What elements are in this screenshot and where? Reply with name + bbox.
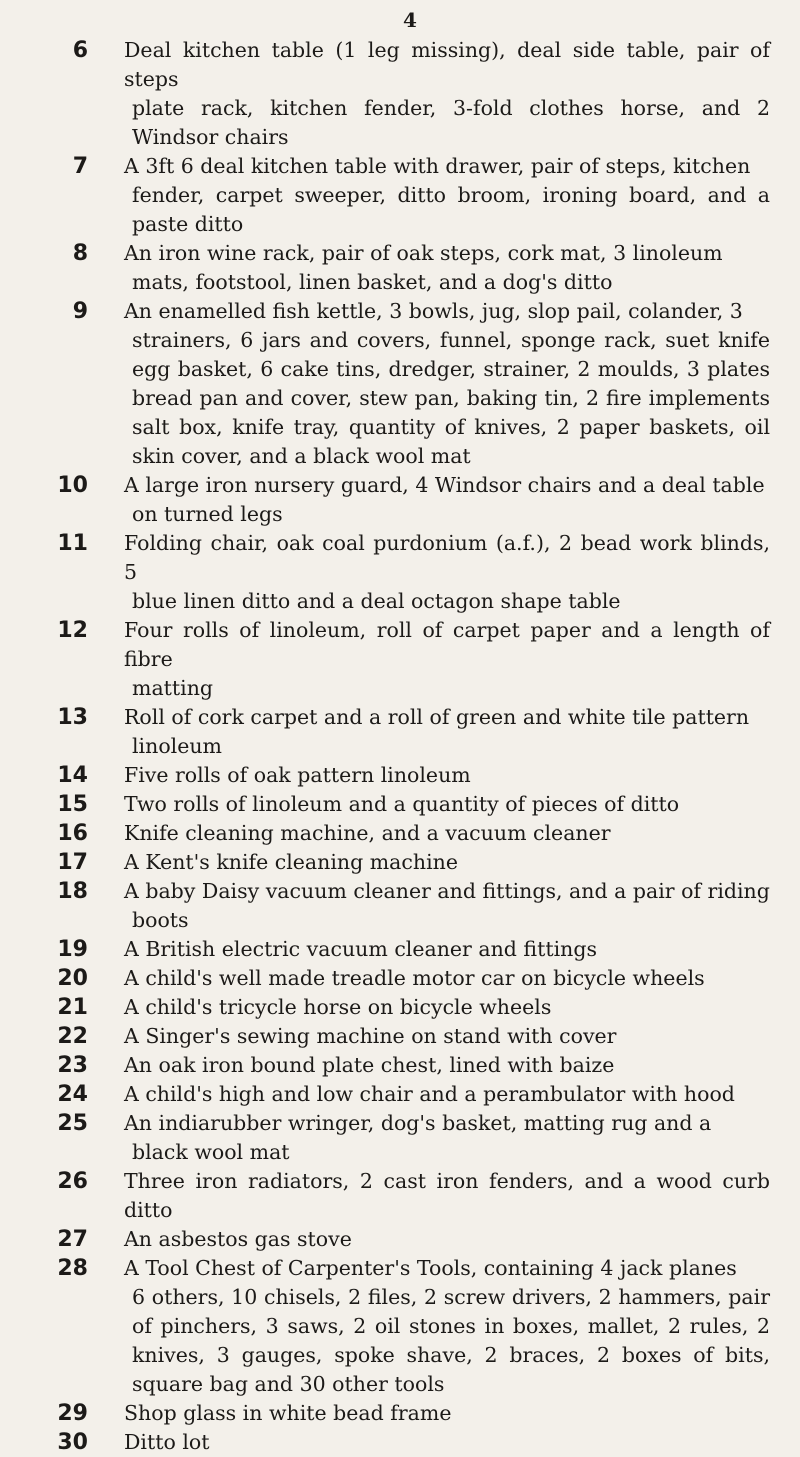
lot-description (88, 935, 800, 964)
lot-description-first-line: Shop glass in white bead frame (124, 1401, 452, 1425)
lot-item (0, 848, 800, 877)
lot-description (88, 36, 800, 152)
lot-description (88, 471, 800, 529)
lot-description-continuation: on turned legs (132, 502, 283, 526)
lot-description (88, 848, 800, 877)
lot-number: 12 (57, 618, 88, 643)
lot-number: 25 (57, 1111, 88, 1136)
lot-item (0, 1428, 800, 1457)
lot-number: 15 (57, 792, 88, 817)
lot-description-continuation: plate rack, kitchen fender, 3-fold clothes horse, and 2 Windsor chairs (132, 96, 770, 149)
lot-number: 26 (57, 1169, 88, 1194)
lot-description-first-line: An asbestos gas stove (124, 1227, 352, 1251)
lot-description (88, 1399, 800, 1428)
lot-description-first-line: Ditto lot (124, 1430, 210, 1454)
lot-description-first-line: An oak iron bound plate chest, lined with baize (124, 1053, 615, 1077)
lot-description-first-line: A 3ft 6 deal kitchen table with drawer, pair of steps, kitchen (124, 154, 751, 178)
lot-item (0, 152, 800, 239)
lot-description (88, 993, 800, 1022)
lot-description (88, 1428, 800, 1457)
lot-number: 18 (57, 879, 88, 904)
lot-description-first-line: Roll of cork carpet and a roll of green and white tile pattern (124, 705, 750, 729)
lot-number: 27 (57, 1227, 88, 1252)
lot-number: 21 (57, 995, 88, 1020)
lot-item (0, 1109, 800, 1167)
lot-number: 22 (57, 1024, 88, 1049)
lot-description-first-line: Knife cleaning machine, and a vacuum cleaner (124, 821, 611, 845)
lot-description-first-line: Three iron radiators, 2 cast iron fenders, and a wood curb ditto (124, 1169, 770, 1222)
lot-number: 30 (57, 1430, 88, 1455)
lot-item (0, 616, 800, 703)
lot-description (88, 1080, 800, 1109)
lot-description-first-line: Four rolls of linoleum, roll of carpet paper and a length of fibre (124, 618, 770, 671)
lot-description (88, 1022, 800, 1051)
lot-description (88, 819, 800, 848)
lot-description-continuation: linoleum (132, 734, 222, 758)
lot-item (0, 36, 800, 152)
lot-list (0, 36, 800, 1457)
lot-item (0, 1225, 800, 1254)
lot-description (88, 964, 800, 993)
lot-description-continuation: strainers, 6 jars and covers, funnel, sponge rack, suet knife egg basket, 6 cake tins, dredger, strainer, 2 moulds, 3 plates bread pan and cover, stew pan, baking tin, 2 fire implements salt box, knife tray, quantity of knives, 2 paper baskets, oil skin cover, and a black wool mat (132, 328, 770, 468)
lot-item (0, 935, 800, 964)
lot-description-continuation: fender, carpet sweeper, ditto broom, ironing board, and a paste ditto (132, 183, 770, 236)
lot-description-continuation: matting (132, 676, 214, 700)
lot-item (0, 877, 800, 935)
lot-number: 24 (57, 1082, 88, 1107)
lot-description (88, 877, 800, 935)
lot-description-first-line: A Kent's knife cleaning machine (124, 850, 458, 874)
lot-number: 16 (57, 821, 88, 846)
lot-description-first-line: Deal kitchen table (1 leg missing), deal side table, pair of steps (124, 38, 770, 91)
lot-description (88, 1051, 800, 1080)
lot-description-continuation: black wool mat (132, 1140, 290, 1164)
lot-item (0, 529, 800, 616)
lot-item (0, 993, 800, 1022)
lot-description-first-line: An iron wine rack, pair of oak steps, cork mat, 3 linoleum (124, 241, 723, 265)
lot-number: 14 (57, 763, 88, 788)
lot-description (88, 1225, 800, 1254)
lot-number: 10 (57, 473, 88, 498)
lot-item (0, 1022, 800, 1051)
lot-description-continuation: mats, footstool, linen basket, and a dog's ditto (132, 270, 613, 294)
lot-description-first-line: Five rolls of oak pattern linoleum (124, 763, 471, 787)
lot-description (88, 529, 800, 616)
lot-number: 19 (57, 937, 88, 962)
lot-description-first-line: A Singer's sewing machine on stand with cover (124, 1024, 617, 1048)
lot-number: 17 (57, 850, 88, 875)
lot-description (88, 761, 800, 790)
lot-item (0, 1080, 800, 1109)
page-number: 4 (403, 8, 417, 32)
lot-description (88, 239, 800, 297)
lot-item (0, 819, 800, 848)
lot-number: 11 (57, 531, 88, 556)
lot-description (88, 1167, 800, 1225)
lot-number: 20 (57, 966, 88, 991)
lot-description-first-line: A large iron nursery guard, 4 Windsor chairs and a deal table (124, 473, 765, 497)
lot-description-first-line: Folding chair, oak coal purdonium (a.f.), 2 bead work blinds, 5 (124, 531, 770, 584)
lot-description-first-line: A child's high and low chair and a perambulator with hood (124, 1082, 735, 1106)
lot-number: 29 (57, 1401, 88, 1426)
lot-item (0, 964, 800, 993)
lot-item (0, 1399, 800, 1428)
lot-description-first-line: A child's tricycle horse on bicycle wheels (124, 995, 552, 1019)
lot-item (0, 471, 800, 529)
lot-description (88, 1109, 800, 1167)
lot-item (0, 1167, 800, 1225)
lot-number: 7 (72, 154, 88, 179)
lot-description-first-line: Two rolls of linoleum and a quantity of pieces of ditto (124, 792, 680, 816)
lot-item (0, 1051, 800, 1080)
lot-item (0, 239, 800, 297)
lot-item (0, 703, 800, 761)
lot-description (88, 790, 800, 819)
lot-description-first-line: A British electric vacuum cleaner and fittings (124, 937, 597, 961)
lot-item (0, 790, 800, 819)
lot-description-first-line: A Tool Chest of Carpenter's Tools, containing 4 jack planes (124, 1256, 737, 1280)
lot-description (88, 703, 800, 761)
lot-description-first-line: An enamelled fish kettle, 3 bowls, jug, slop pail, colander, 3 (124, 299, 743, 323)
lot-description (88, 152, 800, 239)
lot-number: 9 (72, 299, 88, 324)
lot-description-continuation: boots (132, 908, 189, 932)
lot-item (0, 297, 800, 471)
lot-number: 6 (72, 38, 88, 63)
lot-description (88, 616, 800, 703)
lot-number: 13 (57, 705, 88, 730)
lot-number: 28 (57, 1256, 88, 1281)
lot-description (88, 297, 800, 471)
lot-number: 8 (72, 241, 88, 266)
lot-description-continuation: blue linen ditto and a deal octagon shape table (132, 589, 621, 613)
lot-description-first-line: A child's well made treadle motor car on bicycle wheels (124, 966, 705, 990)
lot-description-first-line: A baby Daisy vacuum cleaner and fittings, and a pair of riding (124, 879, 770, 903)
lot-description-continuation: 6 others, 10 chisels, 2 files, 2 screw drivers, 2 hammers, pair of pinchers, 3 saws, 2 oil stones in boxes, mallet, 2 rules, 2 knives, 3 gauges, spoke shave, 2 braces, 2 boxes of bits, square bag and 30 other tools (132, 1285, 770, 1396)
lot-number: 23 (57, 1053, 88, 1078)
lot-item (0, 761, 800, 790)
lot-description-first-line: An indiarubber wringer, dog's basket, matting rug and a (124, 1111, 712, 1135)
